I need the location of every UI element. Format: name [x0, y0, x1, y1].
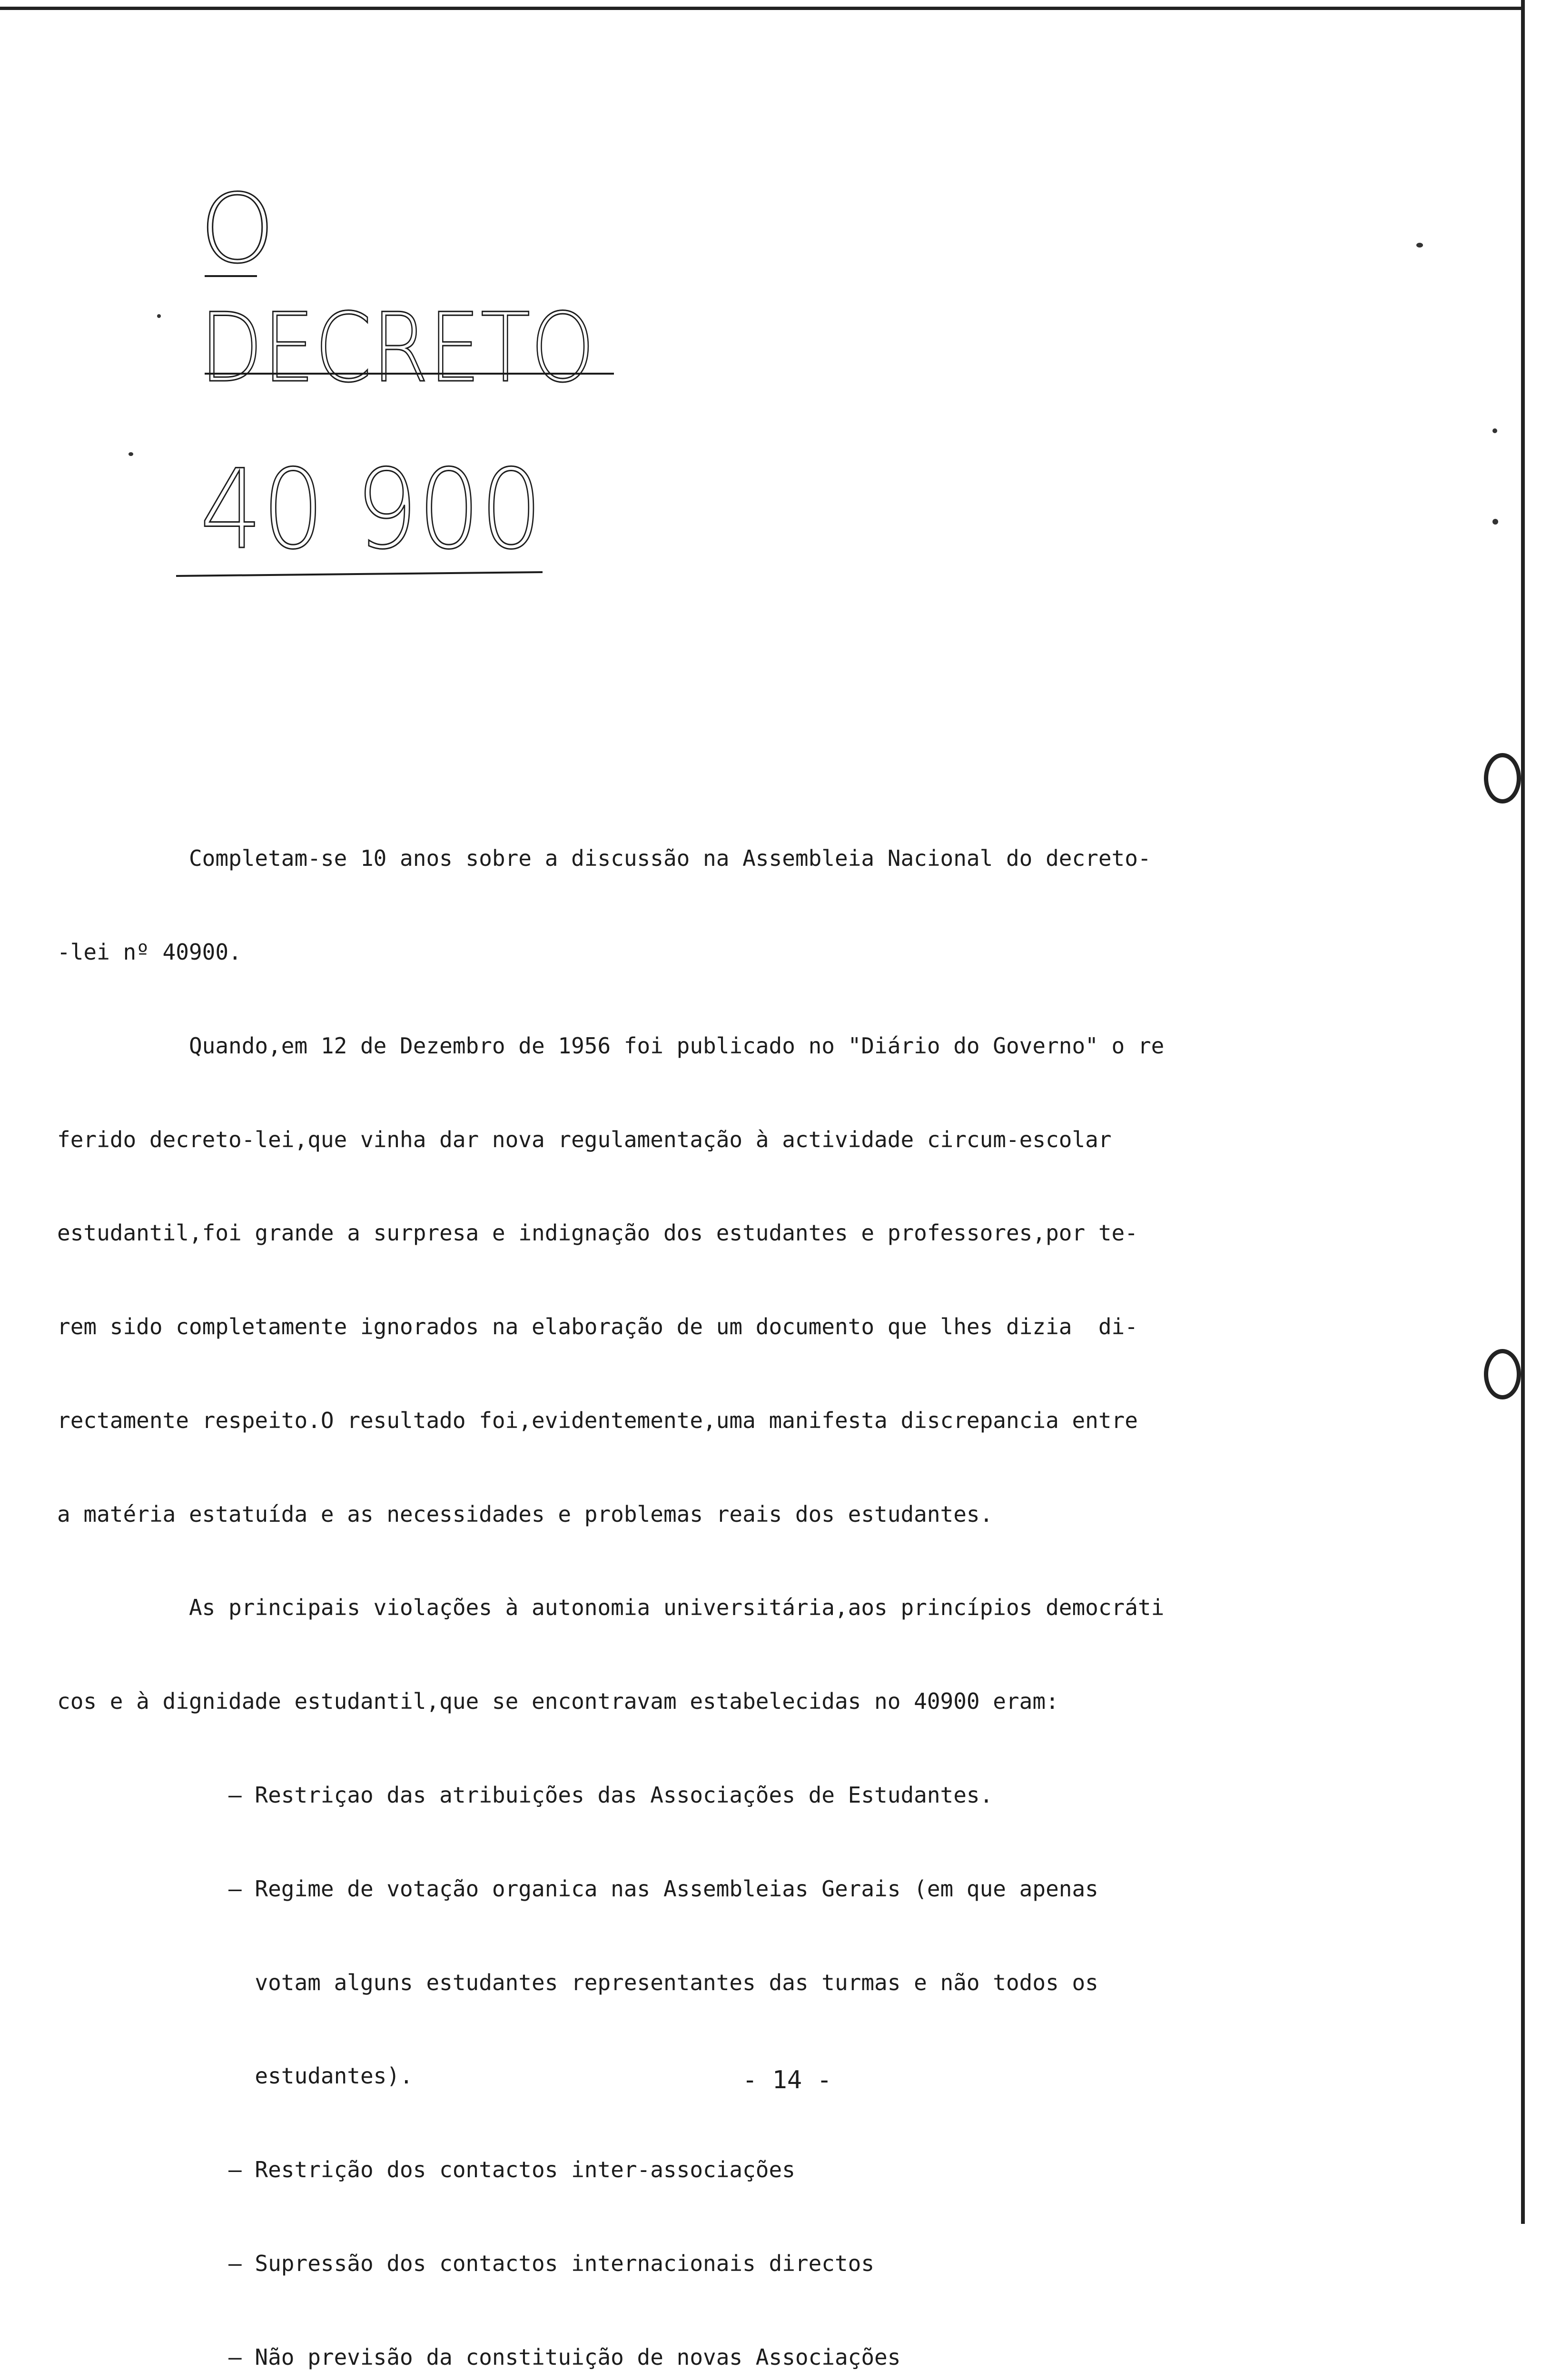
- title-line-1: O: [200, 181, 275, 285]
- body-line: As principais violações à autonomia universitária,aos princípios democráti: [57, 1595, 1165, 1621]
- list-item: — Supressão dos contactos internacionais directos: [57, 2250, 875, 2276]
- body-line: rectamente respeito.O resultado foi,evidentemente,uma manifesta discrepancia entre: [57, 1407, 1138, 1433]
- list-item: — Não previsão da constituição de novas Associações: [57, 2344, 901, 2370]
- title-line-2: DECRETO: [200, 293, 595, 404]
- body-text: [57, 781, 1475, 2380]
- top-edge-rule: [0, 7, 1523, 10]
- body-line: rem sido completamente ignorados na elaboração de um documento que lhes dizia di-: [57, 1314, 1138, 1340]
- list-item: estudantes).: [57, 2063, 413, 2089]
- scan-speck: [1416, 243, 1423, 248]
- body-line: Completam-se 10 anos sobre a discussão na Assembleia Nacional do decreto-: [57, 845, 1151, 872]
- list-item: — Restriçao das atribuições das Associações de Estudantes.: [57, 1782, 993, 1808]
- list-item: votam alguns estudantes representantes das turmas e não todos os: [57, 1969, 1098, 1995]
- body-line: Quando,em 12 de Dezembro de 1956 foi publicado no "Diário do Governo" o re: [57, 1032, 1165, 1059]
- title-line-3: 40 900: [200, 446, 543, 574]
- right-edge-rule: [1521, 0, 1525, 2224]
- body-line: a matéria estatuída e as necessidades e problemas reais dos estudantes.: [57, 1501, 993, 1527]
- scan-speck: [157, 314, 161, 318]
- list-item: — Restrição dos contactos inter-associações: [57, 2157, 795, 2183]
- punch-hole-upper: [1484, 753, 1521, 803]
- scan-speck: [1492, 428, 1497, 433]
- body-line: -lei nº 40900.: [57, 939, 242, 965]
- body-line: cos e à dignidade estudantil,que se encontravam estabelecidas no 40900 eram:: [57, 1688, 1059, 1715]
- scan-speck: [1492, 519, 1498, 525]
- body-line: ferido decreto-lei,que vinha dar nova regulamentação à actividade circum-escolar: [57, 1126, 1112, 1152]
- body-line: estudantil,foi grande a surpresa e indignação dos estudantes e professores,por te-: [57, 1220, 1138, 1246]
- list-item: — Regime de votação organica nas Assembleias Gerais (em que apenas: [57, 1875, 1098, 1902]
- punch-hole-lower: [1484, 1349, 1521, 1399]
- page-number: - 14 -: [742, 2066, 832, 2094]
- handwritten-title: [171, 181, 647, 600]
- scan-speck: [128, 452, 133, 456]
